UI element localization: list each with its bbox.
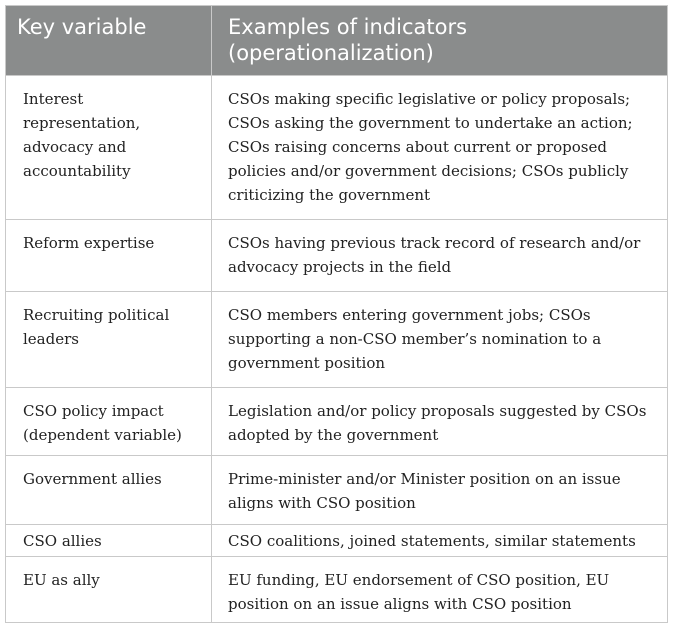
table-row: [6, 455, 667, 524]
cell-line: representation,: [23, 114, 141, 132]
indicators-cell: [228, 231, 660, 279]
indicators-cell: [228, 467, 660, 515]
cell-line: CSOs making specific legislative or policy proposals;: [228, 90, 631, 108]
cell-line: (dependent variable): [23, 426, 182, 444]
key-variable-cell: [23, 568, 209, 592]
table-row: [6, 75, 667, 219]
cell-line: Prime-minister and/or Minister position on an issue: [228, 470, 621, 488]
key-variable-cell: [23, 231, 209, 255]
column-divider: [211, 388, 212, 455]
cell-line: CSO allies: [23, 532, 102, 550]
indicators-table: [5, 5, 668, 623]
key-variable-cell: [23, 87, 209, 183]
key-variable-cell: [23, 399, 209, 447]
column-divider: [211, 456, 212, 524]
header-key-variable: [17, 14, 207, 40]
cell-line: accountability: [23, 162, 131, 180]
column-divider: [211, 557, 212, 622]
key-variable-cell: [23, 303, 209, 351]
table-row: [6, 387, 667, 455]
cell-line: CSOs asking the government to undertake an action;: [228, 114, 633, 132]
table-row: [6, 219, 667, 291]
header-col1-text: Key variable: [17, 15, 147, 39]
column-divider: [211, 525, 212, 556]
cell-line: CSO members entering government jobs; CSOs: [228, 306, 591, 324]
cell-line: government position: [228, 354, 386, 372]
cell-line: Legislation and/or policy proposals suggested by CSOs: [228, 402, 647, 420]
cell-line: supporting a non-CSO member’s nomination to a: [228, 330, 602, 348]
header-col2-line1: Examples of indicators: [228, 15, 468, 39]
indicators-cell: [228, 87, 660, 207]
cell-line: CSOs raising concerns about current or proposed: [228, 138, 607, 156]
table-row: [6, 291, 667, 387]
column-divider: [211, 76, 212, 219]
cell-line: leaders: [23, 330, 79, 348]
cell-line: Interest: [23, 90, 84, 108]
cell-line: criticizing the government: [228, 186, 431, 204]
key-variable-cell: [23, 529, 209, 553]
table-row: [6, 556, 667, 622]
cell-line: EU funding, EU endorsement of CSO position, EU: [228, 571, 610, 589]
indicators-cell: [228, 399, 660, 447]
table-header: [6, 6, 667, 75]
cell-line: advocacy and: [23, 138, 127, 156]
column-divider: [211, 6, 212, 75]
column-divider: [211, 292, 212, 387]
cell-line: policies and/or government decisions; CSOs publicly: [228, 162, 629, 180]
cell-line: EU as ally: [23, 571, 100, 589]
cell-line: advocacy projects in the field: [228, 258, 452, 276]
cell-line: position on an issue aligns with CSO position: [228, 595, 572, 613]
header-col2-line2: (operationalization): [228, 41, 434, 65]
cell-line: aligns with CSO position: [228, 494, 416, 512]
cell-line: Reform expertise: [23, 234, 155, 252]
cell-line: adopted by the government: [228, 426, 439, 444]
cell-line: Government allies: [23, 470, 162, 488]
cell-line: CSO policy impact: [23, 402, 164, 420]
table-row: [6, 524, 667, 556]
indicators-cell: [228, 568, 660, 616]
header-examples-of-indicators: [228, 14, 658, 66]
indicators-cell: [228, 303, 660, 375]
column-divider: [211, 220, 212, 291]
indicators-cell: [228, 529, 660, 553]
key-variable-cell: [23, 467, 209, 491]
cell-line: CSOs having previous track record of research and/or: [228, 234, 641, 252]
cell-line: CSO coalitions, joined statements, similar statements: [228, 532, 636, 550]
cell-line: Recruiting political: [23, 306, 170, 324]
